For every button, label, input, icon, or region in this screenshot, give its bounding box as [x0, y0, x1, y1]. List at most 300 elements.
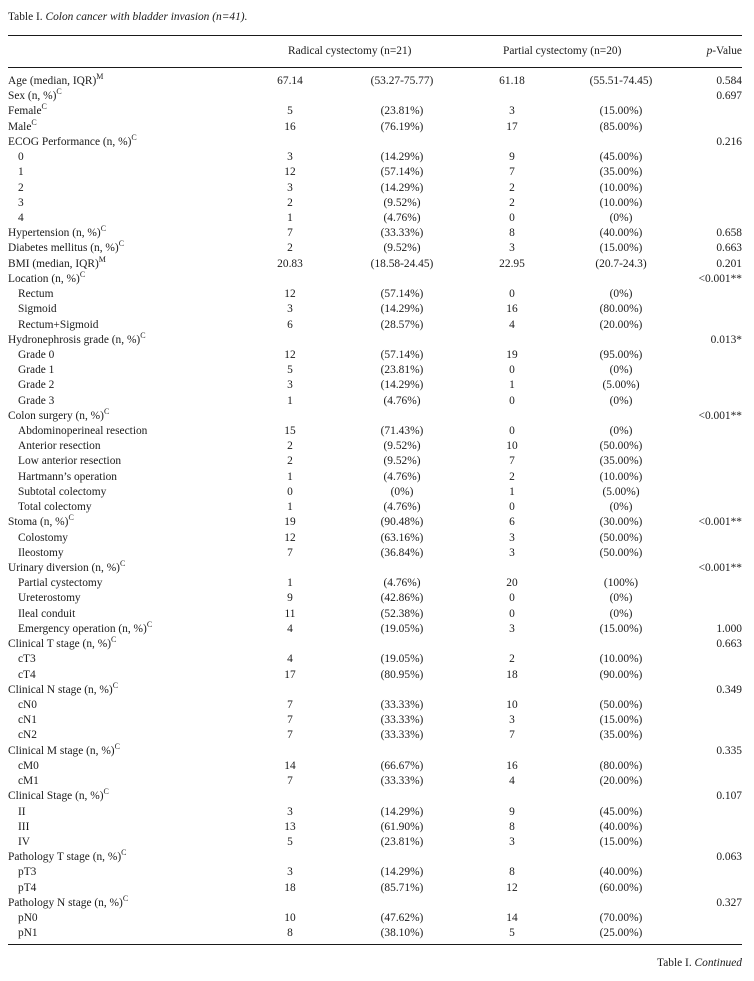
partial-count: 0: [509, 592, 515, 605]
row-label-superscript: C: [111, 635, 117, 645]
partial-count: 0: [509, 501, 515, 514]
row-label: [18, 348, 54, 363]
table-row: [8, 439, 742, 454]
table-row: [8, 378, 742, 393]
row-label: [8, 680, 119, 698]
row-label-text: Hydronephrosis grade (n, %): [8, 333, 141, 346]
partial-count: 61.18: [499, 75, 525, 87]
row-label-superscript: C: [119, 559, 126, 568]
row-label-superscript: C: [103, 787, 109, 797]
row-label: [18, 881, 36, 896]
partial-percent: (40.00%): [599, 227, 643, 240]
radical-count: 0: [287, 485, 293, 498]
row-label-text: 4: [18, 211, 24, 224]
row-label: [8, 893, 129, 911]
row-label: [8, 515, 74, 530]
p-value: 0.663: [716, 638, 742, 651]
table-row: [8, 424, 742, 439]
row-label: [18, 546, 64, 561]
radical-count: 12: [284, 288, 296, 301]
partial-percent: (40.00%): [599, 866, 643, 879]
header-radical-cystectomy: Radical cystectomy (n=21): [288, 45, 412, 57]
radical-count: 5: [287, 105, 293, 118]
radical-percent: (14.29%): [380, 805, 424, 818]
p-value: <0.001**: [698, 562, 742, 574]
row-label: [18, 363, 54, 378]
partial-count: 3: [509, 105, 515, 118]
partial-count: 0: [509, 211, 515, 224]
row-label: [18, 774, 39, 789]
row-label-text: Rectum: [18, 288, 54, 301]
table-row: [8, 713, 742, 728]
table-row: [8, 241, 742, 256]
partial-count: 16: [506, 759, 518, 772]
row-label: [8, 117, 37, 135]
radical-count: 20.83: [277, 257, 303, 270]
partial-count: 10: [506, 440, 518, 453]
radical-count: 11: [284, 607, 296, 620]
partial-percent: (70.00%): [599, 912, 643, 925]
row-label-text: Total colectomy: [18, 501, 92, 514]
radical-percent: (57.14%): [380, 166, 424, 179]
partial-count: 3: [509, 622, 515, 635]
radical-percent: (14.29%): [380, 181, 424, 194]
header-p-value: [707, 45, 742, 57]
caption-prefix: Table I.: [8, 11, 46, 23]
radical-count: 2: [287, 440, 293, 453]
partial-percent: (15.00%): [599, 714, 643, 727]
row-label: [18, 759, 39, 774]
p-value: 0.013*: [710, 333, 742, 346]
table-row: [8, 850, 742, 865]
partial-count: 3: [509, 531, 515, 544]
header-rule: [8, 67, 742, 68]
partial-percent: (20.00%): [599, 318, 643, 331]
partial-percent: (5.00%): [602, 379, 640, 392]
row-label-text: cM1: [18, 775, 39, 788]
p-value: 0.349: [716, 683, 742, 696]
table-row: [8, 668, 742, 683]
header-partial-cystectomy: Partial cystectomy (n=20): [503, 45, 622, 57]
partial-count: 2: [509, 196, 515, 209]
partial-count: 5: [509, 927, 515, 940]
row-label: [18, 698, 37, 713]
table-row: [8, 454, 742, 469]
radical-count: 7: [287, 729, 293, 742]
table-row: [8, 591, 742, 606]
radical-count: 7: [287, 714, 293, 727]
radical-percent: (38.10%): [380, 927, 424, 940]
row-label-text: Female: [8, 105, 42, 118]
radical-percent: (85.71%): [380, 881, 424, 894]
radical-count: 12: [284, 531, 296, 544]
partial-count: 8: [509, 866, 515, 879]
row-label-text: ECOG Performance (n, %): [8, 135, 132, 148]
table-row: [8, 865, 742, 880]
row-label-text: 1: [18, 166, 24, 179]
partial-count: 0: [509, 394, 515, 407]
partial-count: 17: [506, 120, 518, 133]
row-label-text: cN1: [18, 714, 37, 727]
radical-percent: (19.05%): [380, 622, 424, 635]
row-label-text: cT4: [18, 668, 36, 681]
row-label: [18, 652, 36, 667]
radical-percent: (42.86%): [380, 592, 424, 605]
table-row: [8, 165, 742, 180]
row-label-text: Diabetes mellitus (n, %): [8, 242, 119, 255]
radical-percent: (9.52%): [383, 196, 421, 209]
partial-count: 0: [509, 288, 515, 301]
partial-percent: (35.00%): [599, 729, 643, 742]
radical-percent: (23.81%): [380, 835, 424, 848]
table-row: [8, 254, 742, 272]
radical-count: 10: [284, 912, 296, 925]
top-rule: [8, 35, 742, 36]
radical-count: 4: [287, 653, 293, 666]
row-label-text: Abdominoperineal resection: [18, 425, 148, 438]
radical-count: 5: [287, 364, 293, 377]
p-value: <0.001**: [698, 409, 742, 422]
table-footer: [657, 957, 742, 969]
table-row: [8, 576, 742, 591]
partial-count: 10: [506, 698, 518, 711]
p-value: 1.000: [716, 622, 742, 635]
bottom-rule: [8, 944, 742, 945]
row-label: [8, 741, 120, 759]
row-label-text: pN1: [18, 927, 38, 940]
p-value: 0.063: [716, 851, 742, 864]
partial-percent: (45.00%): [599, 151, 643, 164]
row-label: [8, 850, 127, 865]
radical-count: 1: [287, 577, 293, 590]
row-label: [18, 181, 24, 196]
p-value: 0.216: [716, 135, 742, 148]
radical-percent: (9.52%): [383, 440, 421, 453]
row-label: [18, 394, 54, 409]
radical-percent: (4.76%): [383, 501, 421, 514]
partial-count: 1: [509, 379, 515, 392]
partial-count: 8: [509, 820, 515, 833]
radical-count: 17: [284, 668, 296, 681]
row-label: [8, 789, 109, 804]
row-label-text: pT4: [18, 881, 37, 894]
row-label: [8, 330, 146, 348]
partial-percent: (20.00%): [599, 775, 643, 788]
row-label-superscript: C: [41, 102, 47, 112]
row-label-superscript: C: [103, 406, 110, 416]
row-label: [18, 591, 81, 606]
table-row: [8, 74, 742, 89]
row-label: [18, 926, 38, 941]
row-label-text: cT3: [18, 653, 36, 666]
radical-count: 3: [287, 151, 293, 164]
radical-count: 16: [284, 120, 296, 133]
partial-percent: (15.00%): [599, 622, 643, 635]
table-row: [8, 500, 742, 515]
caption-title: Colon cancer with bladder invasion (n=41).: [45, 11, 248, 23]
table-body: [8, 74, 742, 941]
partial-percent: (40.00%): [599, 820, 643, 833]
partial-percent: (10.00%): [599, 181, 643, 194]
radical-percent: (14.29%): [380, 151, 424, 164]
row-label: [18, 287, 53, 302]
radical-percent: (0%): [390, 485, 414, 498]
partial-percent: (0%): [609, 288, 633, 301]
radical-percent: (76.19%): [380, 120, 424, 133]
row-label-superscript: C: [122, 893, 129, 903]
row-label-text: Clinical T stage (n, %): [8, 638, 112, 651]
row-label: [18, 454, 121, 469]
table-row: [8, 698, 742, 713]
p-value: 0.663: [716, 242, 742, 255]
row-label-text: Clinical Stage (n, %): [8, 790, 104, 803]
row-label-text: Ileostomy: [18, 546, 64, 559]
row-label: [8, 561, 125, 576]
row-label-text: 0: [18, 151, 24, 164]
row-label: [18, 531, 68, 546]
radical-percent: (36.84%): [380, 546, 424, 559]
partial-percent: (35.00%): [599, 166, 643, 179]
row-label-text: Stoma (n, %): [8, 516, 69, 529]
row-label: [8, 104, 47, 119]
partial-percent: (0%): [609, 394, 633, 407]
row-label: [18, 835, 30, 850]
row-label-text: pN0: [18, 912, 38, 925]
row-label-text: 2: [18, 181, 24, 194]
partial-percent: (95.00%): [599, 348, 643, 361]
radical-percent: (53.27-75.77): [370, 75, 434, 87]
row-label-text: Grade 1: [18, 364, 55, 377]
radical-count: 12: [284, 348, 296, 361]
row-label-text: Rectum+Sigmoid: [18, 318, 99, 331]
row-label: [18, 150, 24, 165]
row-label-text: Anterior resection: [18, 440, 101, 453]
partial-count: 3: [509, 242, 515, 255]
radical-count: 5: [287, 835, 293, 848]
partial-count: 2: [509, 653, 515, 666]
partial-count: 1: [509, 485, 515, 498]
radical-percent: (47.62%): [380, 912, 424, 925]
row-label-text: cN0: [18, 698, 37, 711]
partial-percent: (15.00%): [599, 242, 643, 255]
partial-count: 0: [509, 425, 515, 438]
row-label-superscript: C: [114, 741, 120, 751]
row-label-text: Clinical M stage (n, %): [8, 744, 115, 757]
table-row: [8, 150, 742, 165]
partial-count: 20: [506, 577, 518, 590]
header-p-letter: p: [706, 45, 713, 57]
partial-count: 8: [509, 227, 515, 240]
table-row: [8, 132, 742, 150]
radical-count: 18: [284, 881, 296, 894]
row-label-text: Ileal conduit: [18, 607, 76, 620]
partial-count: 9: [509, 151, 515, 164]
table-row: [8, 652, 742, 667]
radical-percent: (14.29%): [380, 303, 424, 316]
row-label-text: III: [18, 820, 30, 833]
table-row: [8, 893, 742, 911]
row-label-text: Grade 0: [18, 348, 55, 361]
partial-percent: (35.00%): [599, 455, 643, 468]
radical-count: 12: [284, 166, 296, 179]
row-label: [18, 668, 36, 683]
radical-percent: (28.57%): [380, 318, 424, 331]
table-row: [8, 287, 742, 302]
radical-percent: (61.90%): [380, 820, 424, 833]
row-label-text: Urinary diversion (n, %): [8, 562, 120, 574]
row-label: [8, 254, 106, 272]
table-row: [8, 117, 742, 135]
partial-percent: (0%): [609, 592, 633, 605]
partial-count: 3: [509, 546, 515, 559]
partial-percent: (50.00%): [599, 531, 643, 544]
table-row: [8, 835, 742, 850]
table-row: [8, 774, 742, 789]
partial-percent: (90.00%): [599, 668, 643, 681]
table-row: [8, 89, 742, 104]
radical-percent: (18.58-24.45): [370, 257, 434, 270]
radical-percent: (9.52%): [383, 455, 421, 468]
row-label-superscript: C: [146, 619, 153, 629]
partial-count: 4: [509, 775, 515, 788]
row-label: [8, 637, 116, 652]
radical-count: 9: [287, 592, 293, 605]
row-label: [18, 439, 101, 454]
partial-percent: (25.00%): [599, 927, 643, 940]
radical-percent: (57.14%): [380, 288, 424, 301]
table-row: [8, 318, 742, 333]
table-row: [8, 820, 742, 835]
radical-percent: (33.33%): [380, 775, 424, 788]
row-label-superscript: C: [56, 87, 62, 97]
table-row: [8, 470, 742, 485]
partial-percent: (15.00%): [599, 105, 643, 118]
row-label-superscript: C: [100, 224, 107, 234]
row-label: [18, 485, 106, 500]
row-label-text: Colostomy: [18, 531, 69, 544]
row-label-text: Partial cystectomy: [18, 577, 103, 590]
partial-percent: (5.00%): [602, 485, 640, 498]
radical-count: 7: [287, 775, 293, 788]
row-label-text: Male: [8, 120, 32, 133]
row-label-text: Pathology N stage (n, %): [8, 896, 123, 909]
table-row: [8, 406, 742, 424]
table-row: [8, 104, 742, 119]
table-row: [8, 881, 742, 896]
radical-count: 1: [287, 470, 293, 483]
row-label-text: Grade 3: [18, 394, 55, 407]
radical-count: 4: [287, 622, 293, 635]
radical-percent: (80.95%): [380, 668, 424, 681]
row-label: [18, 318, 98, 333]
radical-percent: (14.29%): [380, 866, 424, 879]
row-label: [18, 911, 38, 926]
partial-percent: (80.00%): [599, 759, 643, 772]
row-label-text: Grade 2: [18, 379, 55, 392]
row-label-superscript: C: [131, 132, 137, 142]
row-label-text: Ureterostomy: [18, 592, 81, 605]
radical-percent: (4.76%): [383, 577, 421, 590]
table-row: [8, 680, 742, 698]
table-row: [8, 805, 742, 820]
radical-count: 6: [287, 318, 293, 331]
row-label-superscript: C: [118, 239, 125, 249]
row-label-text: cN2: [18, 729, 37, 742]
row-label: [18, 607, 75, 622]
radical-count: 3: [287, 866, 293, 879]
row-label-superscript: C: [31, 117, 37, 127]
row-label-text: BMI (median, IQR): [8, 257, 99, 270]
row-label: [8, 226, 106, 241]
p-value: 0.697: [716, 90, 742, 103]
radical-count: 67.14: [277, 75, 303, 87]
row-label: [18, 470, 117, 485]
radical-count: 1: [287, 501, 293, 514]
partial-count: 16: [506, 303, 518, 316]
row-label: [18, 165, 24, 180]
radical-count: 3: [287, 303, 293, 316]
partial-count: 4: [509, 318, 515, 331]
row-label: [8, 269, 86, 287]
footer-prefix: Table I.: [657, 957, 695, 969]
table-row: [8, 302, 742, 317]
row-label-superscript: C: [140, 330, 146, 340]
radical-percent: (33.33%): [380, 714, 424, 727]
table-row: [8, 531, 742, 546]
radical-percent: (63.16%): [380, 531, 424, 544]
partial-percent: (50.00%): [599, 698, 643, 711]
partial-count: 7: [509, 455, 515, 468]
partial-count: 18: [506, 668, 518, 681]
radical-count: 2: [287, 242, 293, 255]
radical-percent: (33.33%): [380, 698, 424, 711]
table-row: [8, 911, 742, 926]
row-label-text: 3: [18, 196, 24, 209]
radical-percent: (4.76%): [383, 394, 421, 407]
row-label: [8, 241, 124, 256]
p-value: <0.001**: [698, 272, 742, 285]
row-label-text: Subtotal colectomy: [18, 485, 107, 498]
row-label: [18, 302, 57, 317]
row-label: [18, 820, 29, 835]
row-label: [18, 713, 37, 728]
row-label-text: Hartmann’s operation: [18, 470, 118, 483]
p-value: 0.584: [716, 75, 742, 87]
row-label: [18, 378, 54, 393]
partial-percent: (0%): [609, 425, 633, 438]
table-row: [8, 181, 742, 196]
radical-percent: (23.81%): [380, 364, 424, 377]
radical-count: 3: [287, 805, 293, 818]
row-label-text: Location (n, %): [8, 272, 80, 285]
row-label-text: pT3: [18, 866, 37, 879]
row-label-superscript: C: [112, 680, 119, 690]
partial-count: 22.95: [499, 257, 525, 270]
table-row: [8, 196, 742, 211]
row-label: [18, 619, 153, 637]
row-label-superscript: C: [68, 513, 74, 523]
row-label: [8, 132, 137, 150]
row-label-text: IV: [18, 835, 31, 848]
table-row: [8, 546, 742, 561]
table-row: [8, 348, 742, 363]
row-label: [18, 865, 36, 880]
partial-count: 0: [509, 364, 515, 377]
radical-count: 7: [287, 698, 293, 711]
row-label: [18, 500, 92, 515]
radical-percent: (14.29%): [380, 379, 424, 392]
partial-count: 2: [509, 470, 515, 483]
